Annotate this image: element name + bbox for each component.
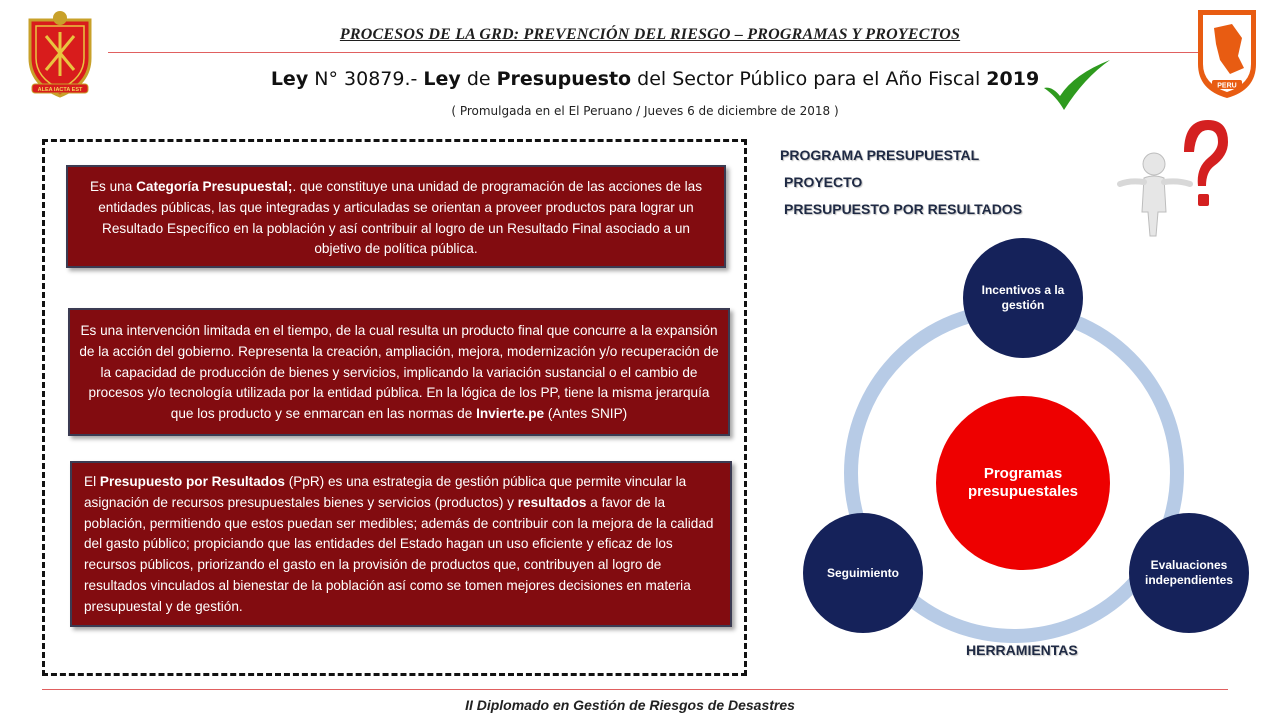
indeci-country: PERU [1217, 82, 1237, 90]
footer-text: II Diplomado en Gestión de Riesgos de Desastres [465, 697, 795, 713]
label-programa-presupuestal: PROGRAMA PRESUPUESTAL [780, 147, 980, 163]
cycle-node-evaluaciones [1129, 513, 1249, 633]
cycle-center-programas [936, 396, 1110, 570]
law-word-ley-2: Ley [423, 68, 461, 90]
slide-header-title: PROCESOS DE LA GRD: PREVENCIÓN DEL RIESGO – PROGRAMAS Y PROYECTOS [339, 26, 961, 43]
law-subtitle: ( Promulgada en el El Peruano / Jueves 6 de diciembre de 2018 ) [451, 104, 839, 118]
ppr-text-2: (PpR) es una estrategia de gestión pública que permite vincular la asignación de recursos presupuestales bienes y servicios (productos) y [84, 474, 687, 510]
definition-proyecto-box [68, 308, 730, 436]
ppr-bold-2: resultados [517, 494, 587, 510]
law-mid-1: de [460, 68, 497, 90]
definition-programa-box [66, 165, 726, 268]
cycle-node-seguimiento [803, 513, 923, 633]
crest-motto: ALEA IACTA EST [37, 87, 83, 93]
law-year: 2019 [986, 68, 1040, 90]
ppr-text-1: El [84, 474, 100, 489]
programa-text-1: Es una [89, 179, 137, 194]
cycle-node-incentivos [963, 238, 1083, 358]
footer-divider [42, 689, 1228, 690]
programa-text-2: . que constituye una unidad de programación de las acciones de las entidades públicas, las que integradas y articuladas se orientan a proveer productos para lograr un Resultado Específico en la población y así contribuir al logro de un Resultado Final asociado a un objetivo de política pública. [98, 179, 703, 257]
ppr-bold-1: Presupuesto por Resultados [99, 474, 285, 489]
ppr-text-3: a favor de la población, permitiendo que estos puedan ser medibles; además de contribuir con la mejora de la calidad del gasto público; propiciando que las entidades del Estado hagan un uso eficiente y eficaz de los recursos públicos, priorizando el gasto en la provisión de productos que, contribuyen al logro de resultados vinculados al bienestar de la población así como se tomen mejores decisiones en materia presupuestal y de gestión. [84, 494, 714, 614]
proyecto-text-2: (Antes SNIP) [544, 406, 628, 422]
label-presupuesto-por-resultados: PRESUPUESTO POR RESULTADOS [784, 201, 1023, 217]
proyecto-text-1: Es una intervención limitada en el tiempo, de la cual resulta un producto final que concurre a la expansión de la acción del gobierno. Representa la creación, ampliación, mejora, modernización y/o recuperación de la capacidad de producción de bienes y servicios, implicando la variación sustancial o el cambio de procesos y/o tecnología utilizada por la entidad pública. En la lógica de los PP, tiene la misma jerarquía que los producto y se enmarcan en las normas de [79, 323, 719, 422]
definition-ppr-box [70, 461, 732, 627]
cycle-center-label: Programas presupuestales [967, 465, 1079, 500]
law-mid-2: del Sector Público para el Año Fiscal [631, 68, 987, 90]
cycle-node-evaluaciones-label: Evaluaciones independientes [1144, 558, 1233, 587]
programa-bold: Categoría Presupuestal; [136, 179, 293, 194]
checkmark-icon [1040, 56, 1114, 114]
cycle-node-seguimiento-label: Seguimiento [826, 565, 899, 580]
law-word-ley: Ley [270, 68, 309, 90]
question-figure-icon [1112, 112, 1232, 242]
header-divider [108, 52, 1198, 53]
cycle-caption-herramientas: HERRAMIENTAS [966, 642, 1078, 658]
proyecto-bold: Invierte.pe [476, 406, 545, 422]
cycle-node-incentivos-label: Incentivos a la gestión [981, 283, 1065, 312]
law-number: N° 30879.- [308, 68, 424, 90]
label-proyecto: PROYECTO [784, 174, 863, 190]
law-word-presupuesto: Presupuesto [496, 68, 632, 90]
